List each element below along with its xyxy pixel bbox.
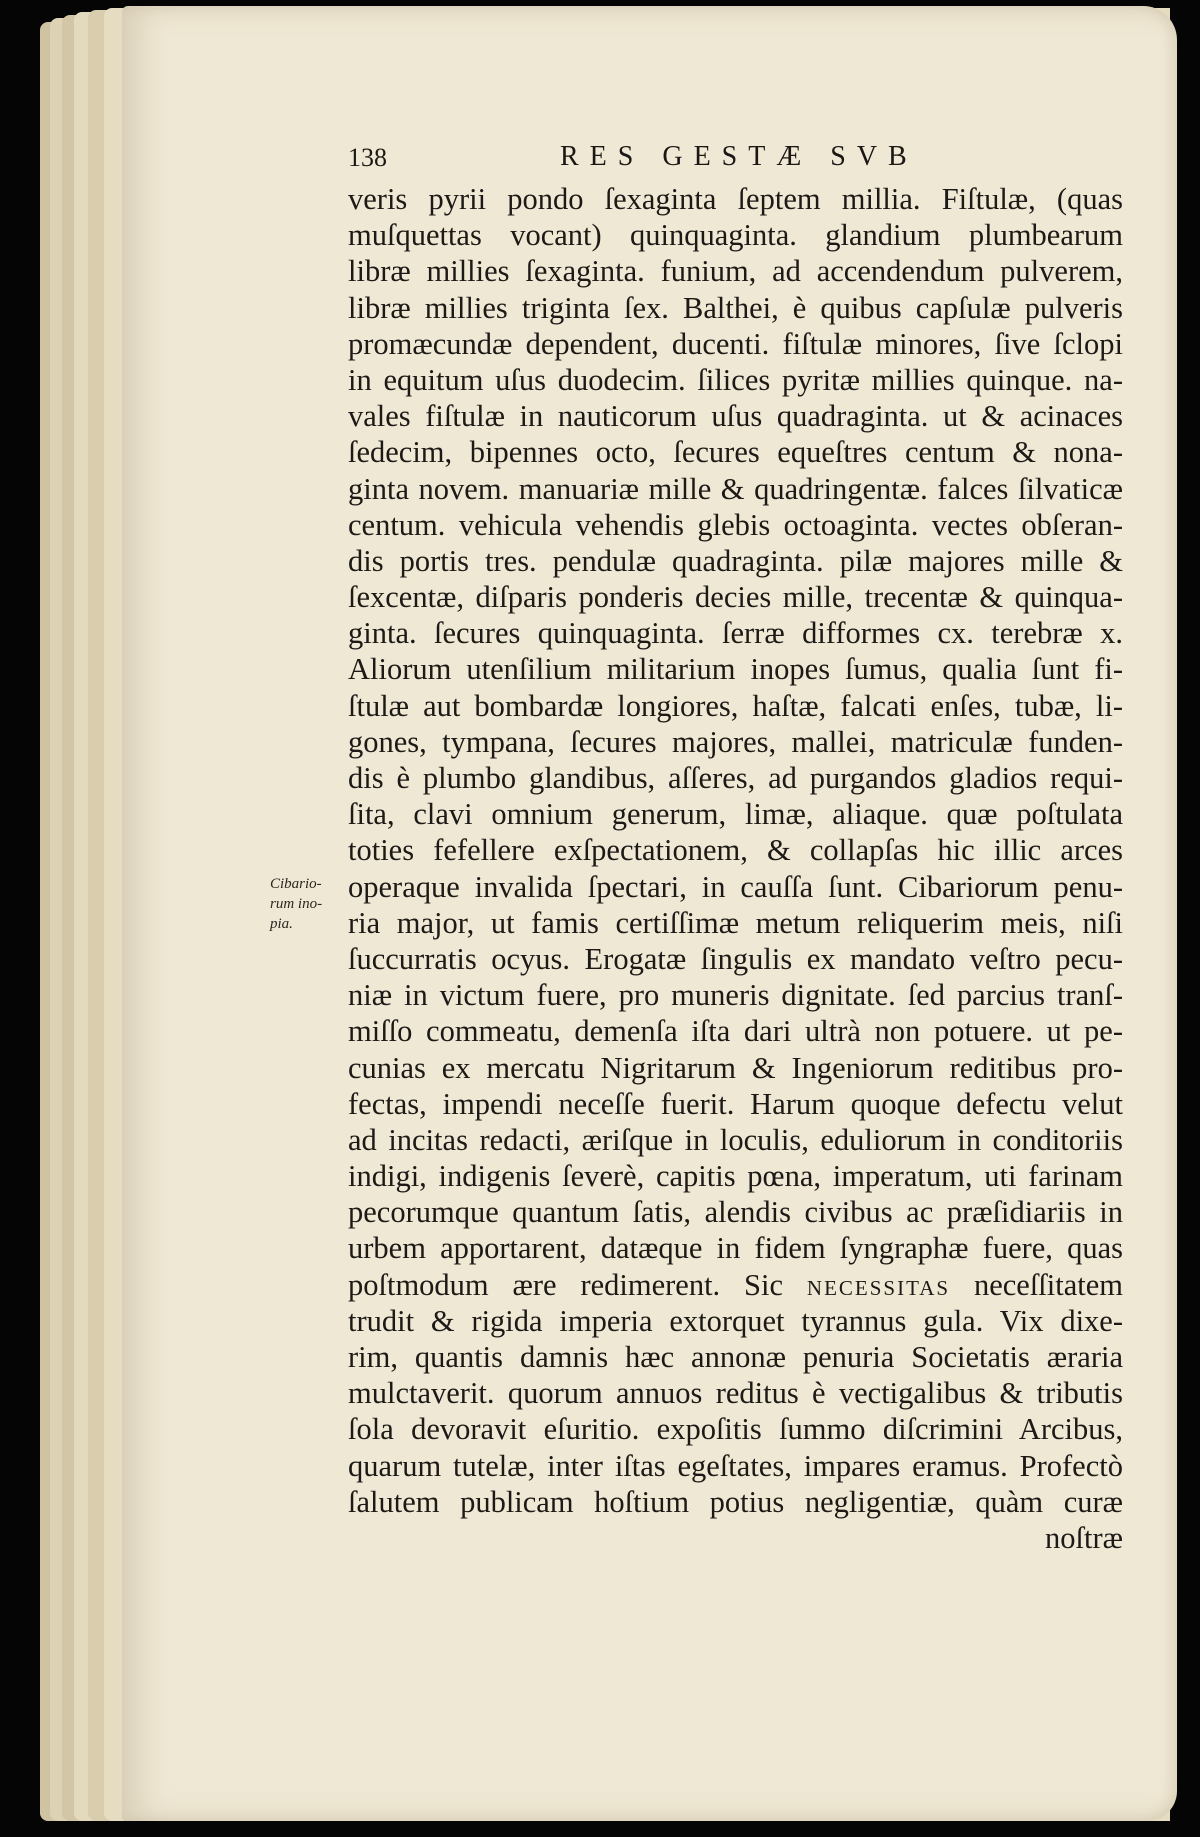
text-line: poſtmodum ære redimerent. Sic necessitas neceſſitatem <box>348 1267 1123 1302</box>
text-line: cunias ex mercatu Nigritarum & Ingeniorum reditibus pro- <box>348 1050 1123 1085</box>
text-line: vales fiſtulæ in nauticorum uſus quadraginta. ut & acinaces <box>348 399 1123 434</box>
text-line: trudit & rigida imperia extorquet tyrannus gula. Vix dixe- <box>348 1303 1123 1338</box>
text-line: mulctaverit. quorum annuos reditus è vectigalibus & tributis <box>348 1376 1123 1411</box>
running-head <box>348 143 1138 183</box>
marginal-note-line: pia. <box>270 916 293 932</box>
text-line: ſita, clavi omnium generum, limæ, aliaque. quæ poſtulata <box>348 797 1123 832</box>
text-line: dis portis tres. pendulæ quadraginta. pilæ majores mille & <box>348 543 1123 578</box>
text-line: ſtulæ aut bombardæ longiores, haſtæ, falcati enſes, tubæ, li- <box>348 688 1123 723</box>
text-line: toties fefellere exſpectationem, & collapſas hic illic arces <box>348 833 1123 868</box>
text-line: ria major, ut famis certiſſimæ metum reliquerim meis, niſi <box>348 905 1123 940</box>
text-line: ad incitas redacti, æriſque in loculis, eduliorum in conditoriis <box>348 1122 1123 1157</box>
text-line: pecorumque quantum ſatis, alendis civibus ac præſidiariis in <box>348 1195 1123 1230</box>
text-line: rim, quantis damnis hæc annonæ penuria Societatis æraria <box>348 1340 1123 1374</box>
text-line: noſtræ <box>1045 1520 1123 1555</box>
running-title: RES GESTÆ SVB <box>560 141 918 172</box>
page-number: 138 <box>348 143 387 172</box>
text-line: miſſo commeatu, demenſa iſta dari ultrà non potuere. ut pe- <box>348 1014 1123 1049</box>
body-text <box>348 181 1123 1556</box>
text-line: ginta. ſecures quinquaginta. ſerræ difformes cx. terebræ x. <box>348 616 1123 651</box>
small-caps-word: necessitas <box>806 1267 951 1302</box>
text-line: Aliorum utenſilium militarium inopes ſumus, qualia ſunt fi- <box>348 652 1123 687</box>
text-line: dis è plumbo glandibus, aſſeres, ad purgandos gladios requi- <box>348 761 1123 795</box>
text-line: urbem apportarent, datæque in fidem ſyngraphæ fuere, quas <box>348 1231 1123 1266</box>
text-line: ſuccurratis ocyus. Erogatæ ſingulis ex mandato veſtro pecu- <box>348 941 1123 976</box>
text-line: ſedecim, bipennes octo, ſecures equeſtres centum & nona- <box>348 435 1123 470</box>
text-line: veris pyrii pondo ſexaginta ſeptem millia. Fiſtulæ, (quas <box>348 182 1123 216</box>
text-line: centum. vehicula vehendis glebis octoaginta. vectes obſeran- <box>348 507 1123 542</box>
text-line: quarum tutelæ, inter iſtas egeſtates, impares eramus. Profectò <box>348 1448 1123 1483</box>
text-line: ſexcentæ, diſparis ponderis decies mille, trecentæ & quinqua- <box>348 580 1123 615</box>
text-line: fectas, impendi neceſſe fuerit. Harum quoque defectu velut <box>348 1086 1123 1121</box>
text-line: operaque invalida ſpectari, in cauſſa ſunt. Cibariorum penu- <box>348 869 1123 904</box>
text-line: in equitum uſus duodecim. ſilices pyritæ millies quinque. na- <box>348 362 1123 397</box>
text-line: promæcundæ dependent, ducenti. fiſtulæ minores, ſive ſclopi <box>348 326 1123 361</box>
text-line: indigi, indigenis ſeverè, capitis pœna, imperatum, uti farinam <box>348 1159 1123 1194</box>
text-line: niæ in victum fuere, pro muneris dignitate. ſed parcius tranſ- <box>348 978 1123 1013</box>
text-line: ginta novem. manuariæ mille & quadringentæ. falces ſilvaticæ <box>348 471 1123 506</box>
text-line: ſalutem publicam hoſtium potius negligentiæ, quàm curæ <box>348 1484 1123 1519</box>
marginal-note <box>270 874 340 934</box>
text-line: libræ millies triginta ſex. Balthei, è quibus capſulæ pulveris <box>348 290 1123 325</box>
text-line: gones, tympana, ſecures majores, mallei, matriculæ funden- <box>348 724 1123 759</box>
text-line: libræ millies ſexaginta. funium, ad accendendum pulverem, <box>348 254 1123 289</box>
text-line: muſquettas vocant) quinquaginta. glandium plumbearum <box>348 218 1123 253</box>
text-line: ſola devoravit eſuritio. expoſitis ſummo diſcrimini Arcibus, <box>348 1412 1123 1447</box>
marginal-note-line: rum ino- <box>270 896 323 912</box>
marginal-note-line: Cibario- <box>270 876 322 892</box>
